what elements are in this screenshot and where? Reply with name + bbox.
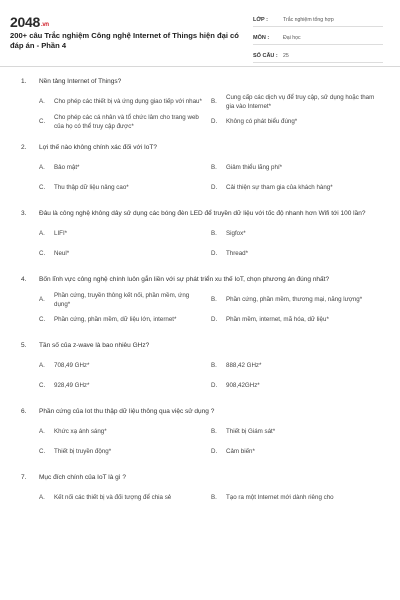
option-letter: A. — [39, 230, 45, 238]
answer-option[interactable] — [39, 442, 211, 462]
option-letter: A. — [39, 428, 45, 436]
option-text: Khức xạ ánh sáng* — [54, 428, 107, 436]
option-text: Không có phát biểu đúng* — [226, 118, 298, 126]
answer-option[interactable] — [39, 92, 211, 112]
question-item — [0, 472, 400, 508]
question-body: Nền tảng Internet of Things? — [39, 78, 122, 85]
option-letter: C. — [39, 448, 46, 456]
meta-row — [253, 13, 383, 27]
answer-option[interactable] — [211, 92, 383, 112]
question-number: 7. — [21, 474, 27, 481]
logo-main: 2048 — [10, 14, 40, 30]
question-body: Tần số của z-wave là bao nhiêu GHz? — [39, 342, 150, 349]
question-text — [0, 76, 400, 87]
question-body: Đâu là công nghệ không dây sử dụng các bóng đèn LED để truyền dữ liệu với tốc độ nhanh hơn Wifi tới 100 lần? — [39, 210, 366, 217]
option-text: Bảo mật* — [54, 164, 80, 172]
option-text: LIFI* — [54, 230, 68, 238]
question-item — [0, 76, 400, 132]
meta-value: Trắc nghiệm tổng hợp — [283, 16, 334, 23]
document-title: 200+ câu Trắc nghiệm Công nghệ Internet of Things hiện đại có đáp án - Phần 4 — [10, 31, 239, 50]
option-text: Phần cứng, truyền thông kết nối, phần mềm, ứng dụng* — [54, 291, 190, 308]
option-letter: C. — [39, 382, 46, 390]
answer-option[interactable] — [39, 310, 211, 330]
option-text: 908,42GHz* — [226, 382, 260, 390]
meta-label: SỐ CÂU : — [253, 52, 278, 59]
answer-option[interactable] — [39, 376, 211, 396]
option-text: Cảm biến* — [226, 448, 255, 456]
option-text: 708,49 GHz* — [54, 362, 90, 370]
option-letter: D. — [211, 184, 218, 192]
option-text: Thu thập dữ liệu nâng cao* — [54, 184, 129, 192]
option-letter: D. — [211, 250, 218, 258]
option-letter: D. — [211, 382, 218, 390]
question-number: 5. — [21, 342, 27, 349]
answer-option[interactable] — [39, 178, 211, 198]
option-letter: B. — [211, 230, 217, 238]
site-logo[interactable] — [10, 14, 49, 30]
option-text: Thread* — [226, 250, 249, 258]
answer-option[interactable] — [211, 422, 383, 442]
question-item — [0, 208, 400, 264]
meta-table — [253, 13, 383, 67]
question-body: Lợi thế nào không chính xác đối với IoT? — [39, 144, 158, 151]
answer-option[interactable] — [39, 158, 211, 178]
option-text: 928,49 GHz* — [54, 382, 90, 390]
option-text: 888,42 GHz* — [226, 362, 262, 370]
question-number: 4. — [21, 276, 27, 283]
answer-option[interactable] — [211, 356, 383, 376]
option-letter: A. — [39, 98, 45, 106]
option-text: Kết nối các thiết bị và đối tượng để chia sẻ — [54, 494, 172, 502]
answer-option[interactable] — [211, 488, 383, 508]
option-grid — [0, 92, 400, 132]
logo-tld: .vn — [40, 22, 49, 28]
option-grid — [0, 290, 400, 330]
question-text — [0, 274, 400, 285]
answer-option[interactable] — [211, 158, 383, 178]
question-item — [0, 406, 400, 462]
option-text: Thiết bị truyền động* — [54, 448, 112, 456]
option-letter: B. — [211, 362, 217, 370]
option-letter: B. — [211, 164, 217, 172]
option-letter: B. — [211, 296, 217, 304]
question-text — [0, 472, 400, 483]
question-item — [0, 274, 400, 330]
meta-value: 25 — [283, 52, 289, 59]
question-text — [0, 142, 400, 153]
question-item — [0, 340, 400, 396]
question-number: 1. — [21, 78, 27, 85]
option-text: Thiết bị Giám sát* — [226, 428, 276, 436]
answer-option[interactable] — [39, 224, 211, 244]
question-item — [0, 142, 400, 198]
answer-option[interactable] — [211, 224, 383, 244]
option-text: Neul* — [54, 250, 70, 258]
question-number: 6. — [21, 408, 27, 415]
option-grid — [0, 422, 400, 462]
question-body: Bốn lĩnh vực công nghệ chính luôn gắn liền với sự phát triển xu thế IoT, chọn phương án đúng nhất? — [39, 276, 330, 283]
option-letter: C. — [39, 316, 46, 324]
option-letter: A. — [39, 494, 45, 502]
question-body: Phần cứng của Iot thu thập dữ liệu thông qua việc sử dụng ? — [39, 408, 215, 415]
option-text: Cho phép các cá nhân và tổ chức lâm cho trang web của họ có thể truy cập được* — [54, 113, 199, 130]
answer-option[interactable] — [211, 376, 383, 396]
meta-value: Đại học — [283, 34, 301, 41]
meta-label: MÔN : — [253, 34, 270, 41]
option-text: Phần mềm, internet, mã hóa, dữ liệu* — [226, 316, 329, 324]
option-letter: A. — [39, 296, 45, 304]
option-letter: B. — [211, 428, 217, 436]
option-text: Cung cấp các dịch vụ để truy cập, sử dụng hoặc tham gia vào Internet* — [226, 93, 375, 110]
meta-row — [253, 31, 383, 45]
option-text: Cải thiện sự tham gia của khách hàng* — [226, 184, 333, 192]
option-letter: B. — [211, 98, 217, 106]
question-number: 2. — [21, 144, 27, 151]
option-letter: D. — [211, 316, 218, 324]
answer-option[interactable] — [211, 178, 383, 198]
option-letter: B. — [211, 494, 217, 502]
question-text — [0, 340, 400, 351]
meta-label: LỚP : — [253, 16, 268, 23]
option-text: Sigfox* — [226, 230, 246, 238]
answer-option[interactable] — [39, 488, 211, 508]
answer-option[interactable] — [211, 310, 383, 330]
option-letter: C. — [39, 118, 46, 126]
option-letter: A. — [39, 362, 45, 370]
answer-option[interactable] — [211, 244, 383, 264]
meta-row — [253, 49, 383, 63]
question-text — [0, 208, 400, 219]
option-letter: A. — [39, 164, 45, 172]
option-letter: C. — [39, 184, 46, 192]
header-divider — [0, 66, 400, 67]
answer-option[interactable] — [39, 244, 211, 264]
question-text — [0, 406, 400, 417]
answer-option[interactable] — [211, 112, 383, 132]
question-body: Mục đích chính của IoT là gì ? — [39, 474, 126, 481]
option-text: Cho phép các thiết bị và ứng dụng giao tiếp với nhau* — [54, 98, 202, 106]
question-number: 3. — [21, 210, 27, 217]
option-text: Tạo ra một Internet mới dành riêng cho — [226, 494, 334, 502]
option-text: Phần cứng, phần mềm, thương mại, năng lượng* — [226, 296, 363, 304]
option-letter: D. — [211, 448, 218, 456]
option-grid — [0, 224, 400, 264]
option-text: Giảm thiểu lãng phí* — [226, 164, 283, 172]
option-text: Phần cứng, phần mềm, dữ liệu lớn, internet* — [54, 316, 177, 324]
option-letter: C. — [39, 250, 46, 258]
answer-option[interactable] — [39, 422, 211, 442]
answer-option[interactable] — [39, 356, 211, 376]
answer-option[interactable] — [39, 290, 211, 310]
answer-option[interactable] — [211, 290, 383, 310]
header — [0, 0, 400, 62]
option-grid — [0, 356, 400, 396]
question-list — [0, 76, 400, 518]
answer-option[interactable] — [211, 442, 383, 462]
option-grid — [0, 488, 400, 508]
answer-option[interactable] — [39, 112, 211, 132]
option-grid — [0, 158, 400, 198]
option-letter: D. — [211, 118, 218, 126]
